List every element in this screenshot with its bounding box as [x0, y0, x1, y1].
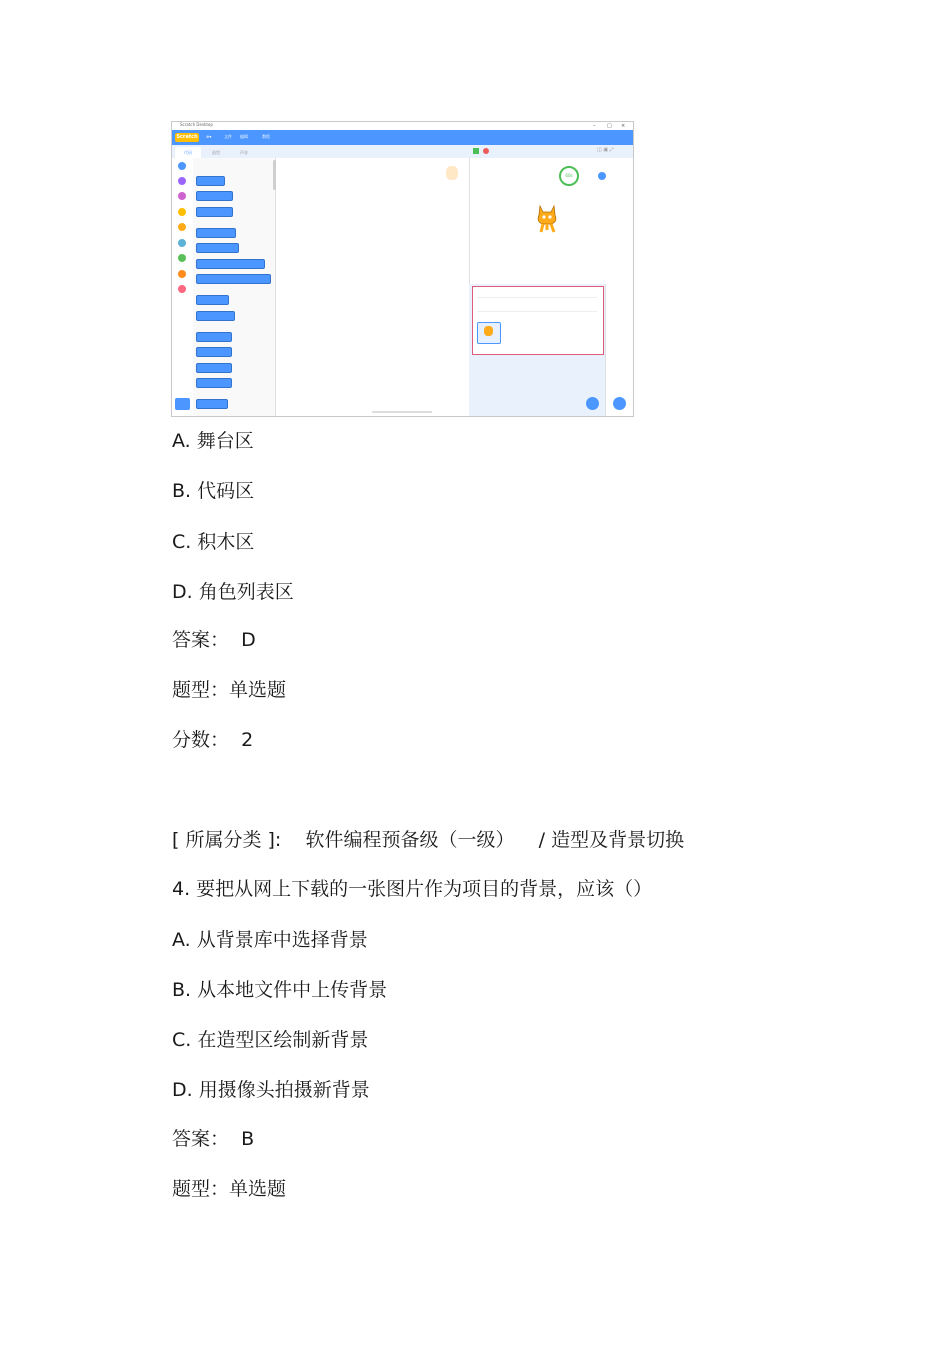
q4-option-a: A. 从背景库中选择背景 [172, 929, 368, 951]
block [196, 311, 235, 321]
green-flag-icon [473, 148, 479, 154]
menu-tutorials: 教程 [262, 134, 270, 139]
stage-header [469, 145, 633, 158]
block [196, 228, 236, 238]
block [196, 243, 239, 253]
q4-option-d: D. 用摄像头拍摄新背景 [172, 1079, 370, 1101]
code-scrollbar [372, 411, 432, 413]
tab-sounds: 声音 [240, 150, 248, 155]
extension-button [175, 398, 190, 410]
sprite-list-area [469, 284, 605, 416]
choose-sprite-button [586, 397, 599, 410]
q3-score: 分数： 2 [172, 729, 254, 751]
scratch-screenshot-figure [171, 121, 634, 417]
choose-backdrop-button [613, 397, 626, 410]
cat-sprite-icon [534, 202, 560, 234]
menu-file: 文件 [224, 134, 232, 139]
layout-icons: ◫ ▣ ⤢ [597, 147, 614, 153]
category-menu [172, 158, 194, 408]
close-icon: × [621, 123, 626, 129]
globe-icon: ⊕▾ [206, 134, 212, 139]
sprite-watermark-icon [446, 166, 458, 180]
q4-category: [ 所属分类 ]: 软件编程预备级（一级） / 造型及背景切换 [172, 829, 685, 851]
code-area [276, 158, 469, 416]
block [196, 378, 232, 388]
category-sensing-dot [178, 239, 186, 247]
block [196, 332, 232, 342]
stop-icon [483, 148, 489, 154]
sprite-thumbnail [477, 322, 501, 344]
category-motion-dot [178, 162, 186, 170]
category-control-dot [178, 223, 186, 231]
q4-option-b: B. 从本地文件中上传背景 [172, 979, 388, 1001]
q3-answer: 答案： D [172, 629, 256, 651]
q3-option-a: A. 舞台区 [172, 430, 254, 452]
stage-area [469, 158, 634, 284]
sprite-info-row [477, 293, 597, 298]
minimize-icon: – [593, 123, 596, 129]
q4-stem: 4. 要把从网上下载的一张图片作为项目的背景，应该（） [172, 878, 653, 900]
timer-ring: 60s [559, 166, 579, 186]
block [196, 399, 228, 409]
block [196, 207, 233, 217]
q4-option-c: C. 在造型区绘制新背景 [172, 1029, 369, 1051]
q4-type: 题型：单选题 [172, 1178, 287, 1200]
tab-costumes: 造型 [212, 150, 220, 155]
block [196, 347, 232, 357]
block [196, 259, 265, 269]
extension-icon [598, 172, 606, 180]
q3-type: 题型：单选题 [172, 679, 287, 701]
category-sound-dot [178, 192, 186, 200]
sprite-info-row [477, 307, 597, 312]
q3-option-c: C. 积木区 [172, 531, 255, 553]
block [196, 274, 271, 284]
menu-bar [172, 130, 633, 145]
block [196, 363, 232, 373]
category-events-dot [178, 208, 186, 216]
category-variables-dot [178, 270, 186, 278]
block [196, 191, 233, 201]
menu-edit: 编辑 [240, 134, 248, 139]
category-looks-dot [178, 177, 186, 185]
cat-thumbnail-icon [484, 326, 493, 336]
window-title: Scratch Desktop [180, 122, 213, 127]
q3-option-b: B. 代码区 [172, 480, 255, 502]
sprite-info-panel [472, 286, 604, 355]
q3-option-d: D. 角色列表区 [172, 581, 294, 603]
editor-tabs [172, 145, 469, 159]
category-operators-dot [178, 254, 186, 262]
maximize-icon: □ [607, 123, 612, 129]
block [196, 176, 225, 186]
q4-answer: 答案： B [172, 1128, 255, 1150]
scratch-logo: Scratch [176, 134, 198, 140]
tab-code: 代码 [175, 147, 201, 158]
block [196, 295, 229, 305]
category-myblocks-dot [178, 285, 186, 293]
block-palette [193, 158, 276, 416]
backdrop-panel [605, 284, 634, 416]
